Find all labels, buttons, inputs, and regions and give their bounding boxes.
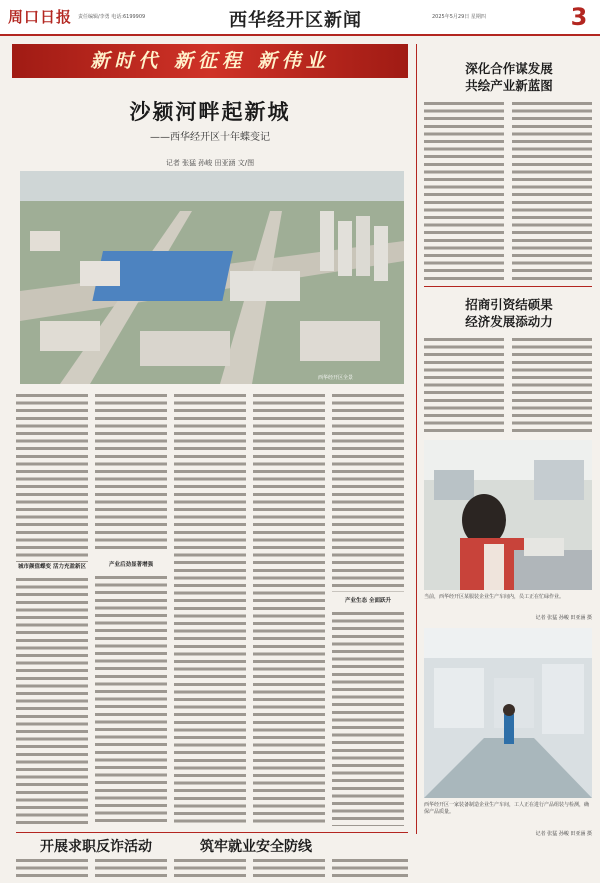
right-top-body-1: [424, 100, 504, 280]
right-mid-body-2: [512, 336, 592, 436]
bottom-body-4: [253, 857, 325, 881]
right-mid-body-1: [424, 336, 504, 436]
right-mid-headline-1[interactable]: 招商引资结硕果: [465, 297, 553, 312]
bottom-body-1: [16, 857, 88, 881]
workshop-photo: [424, 628, 592, 798]
bottom-headline-right[interactable]: 筑牢就业安全防线: [200, 839, 312, 855]
lead-subhead-2: 产业后劲显著增强: [108, 562, 153, 568]
factory-photo: [424, 440, 592, 590]
right-mid-headline-2[interactable]: 经济发展添动力: [465, 314, 553, 329]
photo-caption: 西华经开区全景: [318, 375, 354, 381]
editor-line: 责任编辑/李勇 电话:6199909: [78, 14, 146, 20]
bottom-body-3: [174, 857, 246, 881]
lead-byline: 记者 张猛 孙峻 田亚涵 文/图: [165, 159, 255, 167]
lead-headline[interactable]: 沙颍河畔起新城: [129, 99, 291, 124]
factory-photo-caption: 当前，西华经开区某服装企业生产车间内，员工正在忙碌作业。: [424, 594, 565, 600]
lead-body-column-4: [253, 392, 325, 826]
lead-body-column-5b: [332, 610, 404, 826]
slogan-text: 新时代 新征程 新伟业: [90, 50, 330, 72]
page-number: 3: [570, 3, 588, 31]
lead-body-column-1b: [16, 576, 88, 826]
right-top-headline-2[interactable]: 共绘产业新蓝图: [465, 78, 553, 93]
right-top-headline-1[interactable]: 深化合作谋发展: [465, 61, 553, 76]
lead-body-column-5: [332, 392, 404, 592]
bottom-headline-left[interactable]: 开展求职反诈活动: [40, 839, 152, 855]
factory-photo-credit: 记者 张猛 孙峻 田亚涵 摄: [535, 615, 592, 621]
section-rule: [424, 286, 592, 287]
section-title: 西华经开区新闻: [229, 10, 362, 31]
newspaper-masthead: 周口日报: [8, 8, 73, 26]
bottom-rule: [16, 832, 408, 833]
assembly-line-illustration: [424, 628, 592, 798]
lead-body-column-2b: [95, 574, 167, 826]
lead-body-column-3: [174, 392, 246, 826]
workshop-photo-caption: 西华经开区一家装备制造企业生产车间，工人正在进行产品组装与检测，确保产品质量。: [424, 802, 590, 815]
issue-date: 2025年5月29日 星期四: [432, 14, 486, 20]
lead-body-column-2: [95, 392, 167, 552]
worker-sewing-illustration: [424, 440, 592, 590]
lead-subheadline: ——西华经开区十年蝶变记: [150, 132, 270, 143]
aerial-city-illustration: [20, 171, 404, 384]
column-divider: [416, 44, 417, 834]
lead-subhead-3: 产业生态 全面跃升: [345, 598, 391, 604]
bottom-body-5: [332, 857, 408, 881]
aerial-photo: [20, 171, 404, 384]
lead-subhead-1: 城市颜值蝶变 活力充盈新区: [18, 564, 86, 570]
workshop-photo-credit: 记者 张猛 孙峻 田亚涵 摄: [535, 831, 592, 837]
right-top-body-2: [512, 100, 592, 280]
bottom-body-2: [95, 857, 167, 881]
lead-body-column-1: [16, 392, 88, 562]
